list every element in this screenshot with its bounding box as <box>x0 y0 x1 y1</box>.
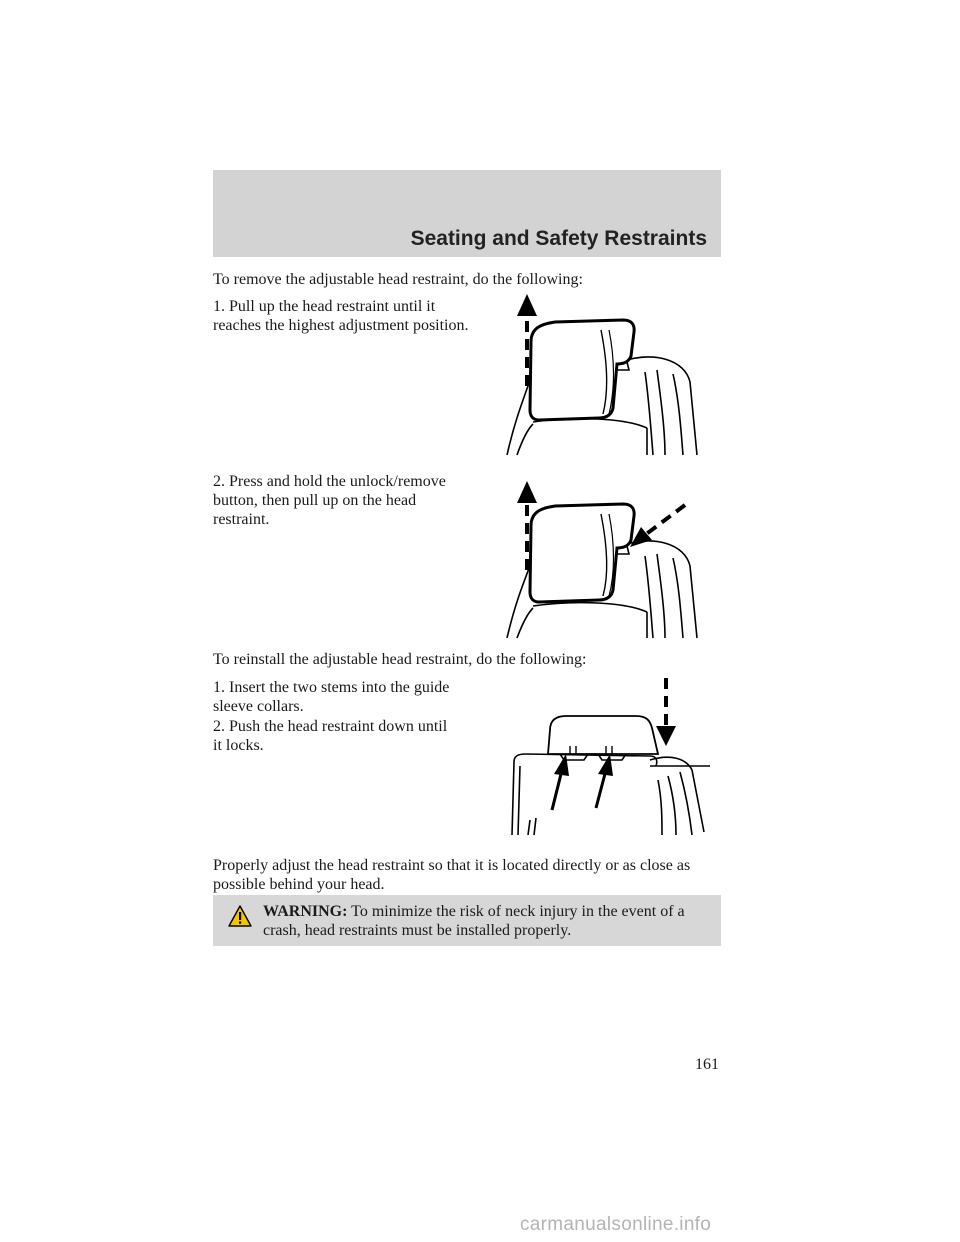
remove-step-1: 1. Pull up the head restraint until it reaches the highest adjustment position. <box>213 298 469 334</box>
page-number: 161 <box>695 1056 719 1073</box>
figure-reinstall-head-restraint <box>500 670 715 840</box>
warning-callout <box>213 895 721 946</box>
reinstall-step-1: 1. Insert the two stems into the guide sleeve collars. <box>213 679 450 715</box>
section-title: Seating and Safety Restraints <box>410 227 707 250</box>
section-header <box>213 170 721 257</box>
figure-unlock-button <box>495 478 710 643</box>
arrow-icon <box>596 754 613 808</box>
warning-body: To minimize the risk of neck injury in the event of a crash, head restraints must be installed properly. <box>263 903 685 939</box>
remove-intro: To remove the adjustable head restraint, do the following: <box>213 271 583 288</box>
warning-label: WARNING: <box>263 903 348 920</box>
warning-triangle-icon <box>227 904 253 928</box>
figure-pull-up-head-restraint <box>495 290 710 460</box>
footer-watermark: carmanualsonline.info <box>520 1214 712 1235</box>
reinstall-intro: To reinstall the adjustable head restraint, do the following: <box>213 651 587 668</box>
head-restraint <box>530 504 634 602</box>
adjust-note: Properly adjust the head restraint so that it is located directly or as close as possible behind your head. <box>213 857 691 893</box>
warning-text <box>263 902 713 940</box>
reinstall-step-2: 2. Push the head restraint down until it locks. <box>213 718 448 754</box>
arrow-icon <box>552 754 569 810</box>
arrow-icon <box>656 678 676 746</box>
remove-step-2: 2. Press and hold the unlock/remove button, then pull up on the head restraint. <box>213 473 446 528</box>
head-restraint <box>548 716 658 754</box>
